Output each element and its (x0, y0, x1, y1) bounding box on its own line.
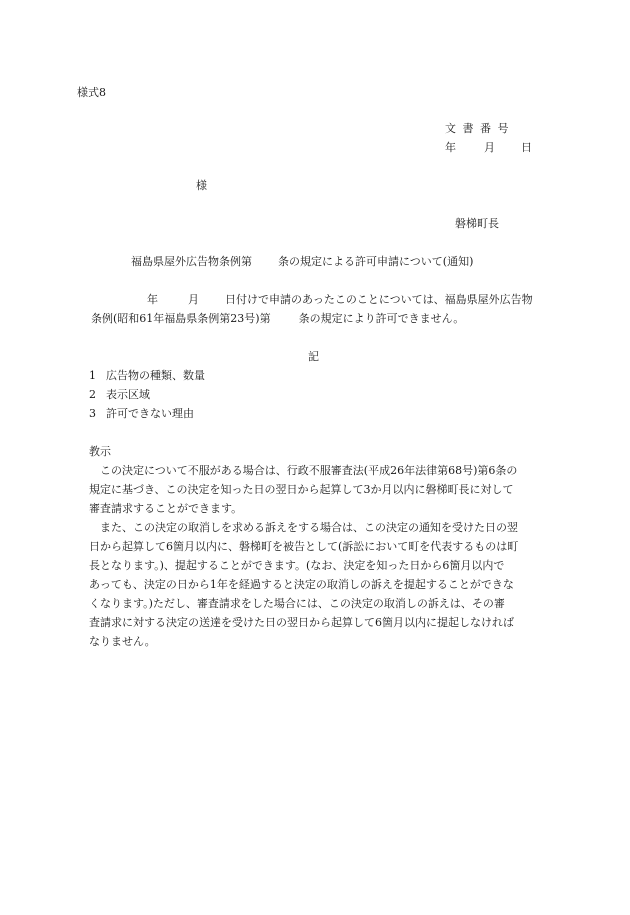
list-item-label: 表示区域 (106, 388, 150, 401)
document-number-label: 文書番号 (445, 122, 515, 135)
notice-line: なりません。 (89, 635, 156, 648)
date-year: 年 (445, 141, 456, 154)
body-line2-after: 条の規定により許可できません。 (298, 312, 465, 325)
notice-line: 審査請求することができます。 (89, 502, 243, 515)
notice-line: くなります。)ただし、審査請求をした場合には、この決定の取消しの訴えは、その審 (89, 597, 505, 610)
body-line-1 (147, 294, 533, 305)
notice-line: また、この決定の取消しを求める訴えをする場合は、この決定の通知を受けた日の翌 (100, 521, 518, 534)
subject-line (131, 256, 473, 267)
body-line1-rest: 日付けで申請のあったこのことについては、福島県屋外広告物 (225, 293, 533, 306)
sender-name: 磐梯町長 (455, 217, 499, 230)
list-item-label: 広告物の種類、数量 (106, 369, 205, 382)
body-year: 年 (147, 293, 158, 306)
list-item (89, 370, 205, 381)
subject-before: 福島県屋外広告物条例第 (131, 255, 252, 268)
list-item-number: 3 (89, 407, 96, 420)
notice-line: 日から起算して6箇月以内に、磐梯町を被告として(訴訟において町を代表するものは町 (89, 540, 519, 553)
date-month: 月 (484, 141, 495, 154)
list-item-label: 許可できない理由 (106, 407, 194, 420)
list-item (89, 408, 194, 419)
addressee-suffix: 様 (196, 179, 207, 192)
notice-line: あっても、決定の日から1年を経過すると決定の取消しの訴えを提起することができな (89, 578, 514, 591)
list-item-number: 2 (89, 388, 96, 401)
subject-after: 条の規定による許可申請について(通知) (278, 255, 474, 268)
list-item (89, 389, 150, 400)
notice-heading: 教示 (89, 445, 111, 458)
notice-line: この決定について不服がある場合は、行政不服審査法(平成26年法律第68号)第6条の (100, 464, 518, 477)
ki-heading: 記 (308, 350, 319, 363)
body-line-2 (91, 313, 464, 324)
form-number: 様式8 (77, 86, 106, 99)
date-label (445, 142, 532, 153)
notice-line: 規定に基づき、この決定を知った日の翌日から起算して3か月以内に磐梯町長に対して (89, 483, 514, 496)
notice-line: 長となります。)、提起することができます。(なお、決定を知った日から6箇月以内で (89, 559, 505, 572)
body-month: 月 (188, 293, 199, 306)
body-line2-before: 条例(昭和61年福島県条例第23号)第 (91, 312, 271, 325)
date-day: 日 (521, 141, 532, 154)
notice-line: 査請求に対する決定の送達を受けた日の翌日から起算して6箇月以内に提起しなければ (89, 616, 514, 629)
list-item-number: 1 (89, 369, 96, 382)
